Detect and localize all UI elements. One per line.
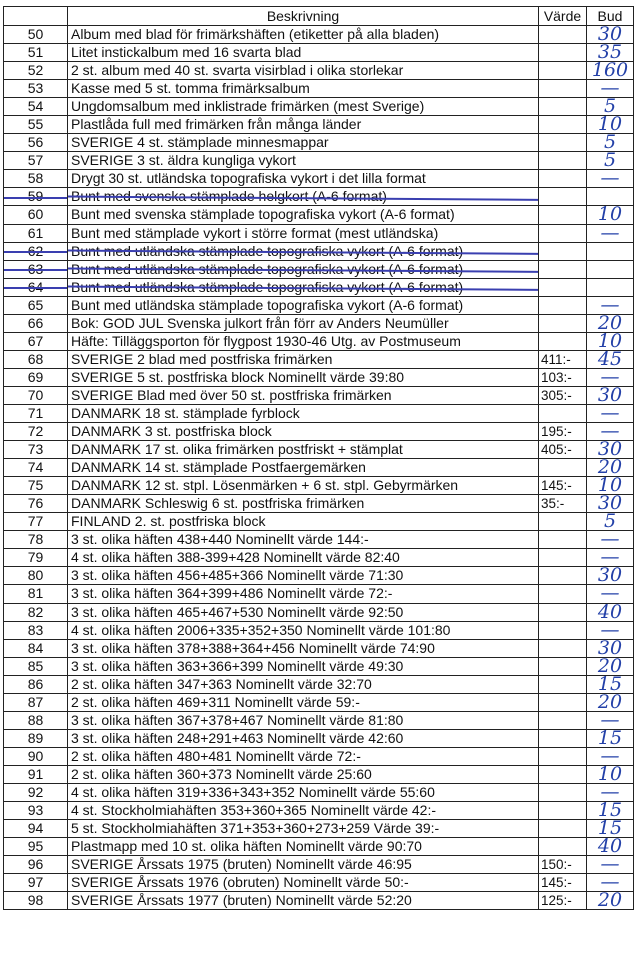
lot-number: 57 xyxy=(4,152,68,170)
lot-bid[interactable]: — xyxy=(587,296,634,314)
table-row xyxy=(4,278,634,296)
lot-description: SVERIGE 3 st. äldra kungliga vykort xyxy=(68,152,539,170)
lot-value xyxy=(539,549,587,567)
lot-bid[interactable]: 30 xyxy=(587,567,634,585)
header-value: Värde xyxy=(539,7,587,26)
lot-bid[interactable]: — xyxy=(587,423,634,441)
table-row xyxy=(4,459,634,477)
lot-number: 74 xyxy=(4,459,68,477)
table-row xyxy=(4,206,634,224)
lot-number: 54 xyxy=(4,98,68,116)
table-row xyxy=(4,585,634,603)
lot-description: SVERIGE 5 st. postfriska block Nominellt värde 39:80 xyxy=(68,368,539,386)
lot-description: 3 st. olika häften 465+467+530 Nominellt värde 92:50 xyxy=(68,603,539,621)
lot-description: SVERIGE Årssats 1977 (bruten) Nominellt värde 52:20 xyxy=(68,892,539,910)
lot-description: 3 st. olika häften 364+399+486 Nominellt värde 72:- xyxy=(68,585,539,603)
lot-bid[interactable]: 15 xyxy=(587,729,634,747)
table-row xyxy=(4,152,634,170)
lot-bid[interactable]: 10 xyxy=(587,332,634,350)
lot-bid[interactable]: — xyxy=(587,783,634,801)
lot-description: SVERIGE Årssats 1976 (obruten) Nominellt värde 50:- xyxy=(68,874,539,892)
lot-value xyxy=(539,314,587,332)
lot-description: 3 st. olika häften 248+291+463 Nominellt värde 42:60 xyxy=(68,729,539,747)
lot-value: 150:- xyxy=(539,856,587,874)
lot-value xyxy=(539,206,587,224)
lot-value xyxy=(539,675,587,693)
lot-value xyxy=(539,639,587,657)
lot-value: 145:- xyxy=(539,874,587,892)
lot-number: 76 xyxy=(4,495,68,513)
lot-number: 61 xyxy=(4,224,68,242)
lot-description: SVERIGE Blad med över 50 st. postfriska frimärken xyxy=(68,386,539,404)
table-row xyxy=(4,495,634,513)
lot-description: DANMARK 18 st. stämplade fyrblock xyxy=(68,404,539,422)
lot-bid[interactable]: 20 xyxy=(587,459,634,477)
table-row xyxy=(4,314,634,332)
table-row xyxy=(4,116,634,134)
lot-bid[interactable]: — xyxy=(587,585,634,603)
lot-value xyxy=(539,278,587,296)
table-row xyxy=(4,549,634,567)
lot-bid[interactable]: 10 xyxy=(587,116,634,134)
lot-bid[interactable]: 20 xyxy=(587,892,634,910)
lot-bid[interactable]: 30 xyxy=(587,441,634,459)
table-row xyxy=(4,242,634,260)
lot-value xyxy=(539,224,587,242)
lot-value xyxy=(539,531,587,549)
lot-number: 90 xyxy=(4,747,68,765)
table-row xyxy=(4,693,634,711)
lot-value xyxy=(539,98,587,116)
table-row xyxy=(4,567,634,585)
lot-number: 65 xyxy=(4,296,68,314)
lot-bid[interactable]: 160 xyxy=(587,62,634,80)
lot-bid[interactable]: 10 xyxy=(587,206,634,224)
lot-number: 64 xyxy=(4,278,68,296)
lot-number: 62 xyxy=(4,242,68,260)
lot-bid[interactable]: — xyxy=(587,549,634,567)
lot-number: 92 xyxy=(4,783,68,801)
lot-bid[interactable]: 10 xyxy=(587,765,634,783)
lot-value xyxy=(539,603,587,621)
lot-number: 69 xyxy=(4,368,68,386)
lot-rows xyxy=(4,26,634,910)
lot-number: 75 xyxy=(4,477,68,495)
lot-bid[interactable]: 5 xyxy=(587,134,634,152)
lot-number: 97 xyxy=(4,874,68,892)
lot-bid[interactable]: — xyxy=(587,170,634,188)
lot-number: 80 xyxy=(4,567,68,585)
lot-description: FINLAND 2. st. postfriska block xyxy=(68,513,539,531)
lot-bid[interactable]: 30 xyxy=(587,639,634,657)
lot-value: 195:- xyxy=(539,423,587,441)
lot-bid[interactable]: 30 xyxy=(587,26,634,44)
lot-value xyxy=(539,567,587,585)
table-row xyxy=(4,513,634,531)
table-row xyxy=(4,765,634,783)
lot-value xyxy=(539,783,587,801)
table-row xyxy=(4,531,634,549)
lot-bid[interactable]: — xyxy=(587,368,634,386)
lot-value xyxy=(539,332,587,350)
lot-number: 79 xyxy=(4,549,68,567)
lot-number: 89 xyxy=(4,729,68,747)
table-row xyxy=(4,657,634,675)
lot-bid[interactable]: 5 xyxy=(587,513,634,531)
lot-description: Ungdomsalbum med inklistrade frimärken (mest Sverige) xyxy=(68,98,539,116)
table-row xyxy=(4,477,634,495)
lot-description: 2 st. olika häften 480+481 Nominellt värde 72:- xyxy=(68,747,539,765)
lot-description: Album med blad för frimärkshäften (etiketter på alla bladen) xyxy=(68,26,539,44)
table-row xyxy=(4,603,634,621)
lot-bid[interactable]: 20 xyxy=(587,657,634,675)
lot-value xyxy=(539,747,587,765)
table-row xyxy=(4,134,634,152)
table-row xyxy=(4,892,634,910)
lot-value xyxy=(539,820,587,838)
lot-bid[interactable]: — xyxy=(587,224,634,242)
lot-number: 58 xyxy=(4,170,68,188)
lot-number: 95 xyxy=(4,838,68,856)
lot-description: DANMARK 3 st. postfriska block xyxy=(68,423,539,441)
lot-value xyxy=(539,26,587,44)
lot-value xyxy=(539,44,587,62)
lot-description: DANMARK 12 st. stpl. Lösenmärken + 6 st. stpl. Gebyrmärken xyxy=(68,477,539,495)
lot-number: 82 xyxy=(4,603,68,621)
lot-bid[interactable]: 20 xyxy=(587,693,634,711)
table-row xyxy=(4,838,634,856)
lot-number: 53 xyxy=(4,80,68,98)
lot-description: DANMARK 14 st. stämplade Postfaergemärken xyxy=(68,459,539,477)
lot-description: Bunt med svenska stämplade helgkort (A-6 format) xyxy=(68,188,539,206)
lot-number: 84 xyxy=(4,639,68,657)
lot-number: 59 xyxy=(4,188,68,206)
lot-number: 93 xyxy=(4,802,68,820)
lot-bid[interactable]: — xyxy=(587,711,634,729)
lot-value xyxy=(539,657,587,675)
lot-number: 72 xyxy=(4,423,68,441)
lot-value xyxy=(539,80,587,98)
lot-bid[interactable]: — xyxy=(587,80,634,98)
table-row xyxy=(4,188,634,206)
lot-bid[interactable] xyxy=(587,242,634,260)
lot-value xyxy=(539,711,587,729)
lot-number: 91 xyxy=(4,765,68,783)
lot-bid[interactable]: 20 xyxy=(587,314,634,332)
lot-number: 70 xyxy=(4,386,68,404)
lot-bid[interactable]: 5 xyxy=(587,98,634,116)
table-row xyxy=(4,368,634,386)
lot-number: 77 xyxy=(4,513,68,531)
lot-description: 4 st. olika häften 319+336+343+352 Nominellt värde 55:60 xyxy=(68,783,539,801)
lot-description: 3 st. olika häften 363+366+399 Nominellt värde 49:30 xyxy=(68,657,539,675)
lot-value xyxy=(539,188,587,206)
table-row xyxy=(4,441,634,459)
table-row xyxy=(4,747,634,765)
lot-number: 87 xyxy=(4,693,68,711)
lot-number: 78 xyxy=(4,531,68,549)
lot-value xyxy=(539,296,587,314)
lot-number: 55 xyxy=(4,116,68,134)
lot-description: 2 st. olika häften 360+373 Nominellt värde 25:60 xyxy=(68,765,539,783)
header-number xyxy=(4,7,68,26)
lot-number: 71 xyxy=(4,404,68,422)
lot-value xyxy=(539,693,587,711)
table-row xyxy=(4,856,634,874)
table-row xyxy=(4,224,634,242)
lot-description: Bunt med utländska stämplade topografiska vykort (A-6 format) xyxy=(68,278,539,296)
table-row xyxy=(4,802,634,820)
lot-number: 51 xyxy=(4,44,68,62)
lot-description: 4 st. olika häften 388-399+428 Nominellt värde 82:40 xyxy=(68,549,539,567)
lot-description: Litet instickalbum med 16 svarta blad xyxy=(68,44,539,62)
lot-bid[interactable]: 35 xyxy=(587,44,634,62)
lot-number: 85 xyxy=(4,657,68,675)
lot-bid[interactable] xyxy=(587,188,634,206)
lot-description: Kasse med 5 st. tomma frimärksalbum xyxy=(68,80,539,98)
lot-bid[interactable]: 10 xyxy=(587,477,634,495)
lot-value xyxy=(539,260,587,278)
lot-description: DANMARK 17 st. olika frimärken postfriskt + stämplat xyxy=(68,441,539,459)
lot-number: 60 xyxy=(4,206,68,224)
lot-bid[interactable]: — xyxy=(587,404,634,422)
lot-value xyxy=(539,62,587,80)
lot-value xyxy=(539,170,587,188)
lot-bid[interactable]: 45 xyxy=(587,350,634,368)
lot-description: 2 st. album med 40 st. svarta visirblad i olika storlekar xyxy=(68,62,539,80)
lot-description: Bunt med utländska stämplade topografiska vykort (A-6 format) xyxy=(68,260,539,278)
lot-bid[interactable]: 15 xyxy=(587,802,634,820)
header-row xyxy=(4,7,634,26)
table-row xyxy=(4,386,634,404)
lot-number: 63 xyxy=(4,260,68,278)
table-row xyxy=(4,729,634,747)
lot-bid[interactable]: 40 xyxy=(587,838,634,856)
lot-value: 145:- xyxy=(539,477,587,495)
lot-description: SVERIGE Årssats 1975 (bruten) Nominellt värde 46:95 xyxy=(68,856,539,874)
table-row xyxy=(4,423,634,441)
lot-description: 3 st. olika häften 378+388+364+456 Nominellt värde 74:90 xyxy=(68,639,539,657)
lot-number: 86 xyxy=(4,675,68,693)
lot-description: 3 st. olika häften 456+485+366 Nominellt värde 71:30 xyxy=(68,567,539,585)
lot-bid[interactable]: 15 xyxy=(587,820,634,838)
lot-bid[interactable]: 30 xyxy=(587,495,634,513)
lot-number: 81 xyxy=(4,585,68,603)
table-row xyxy=(4,296,634,314)
lot-number: 83 xyxy=(4,621,68,639)
lot-value: 35:- xyxy=(539,495,587,513)
lot-description: 5 st. Stockholmiahäften 371+353+360+273+259 Värde 39:- xyxy=(68,820,539,838)
lot-bid[interactable]: 30 xyxy=(587,386,634,404)
table-row xyxy=(4,675,634,693)
table-row xyxy=(4,874,634,892)
lot-description: Plastlåda full med frimärken från många länder xyxy=(68,116,539,134)
lot-value xyxy=(539,765,587,783)
table-row xyxy=(4,44,634,62)
lot-number: 98 xyxy=(4,892,68,910)
lot-description: 4 st. Stockholmiahäften 353+360+365 Nominellt värde 42:- xyxy=(68,802,539,820)
lot-value xyxy=(539,134,587,152)
header-bid: Bud xyxy=(587,7,634,26)
table-row xyxy=(4,98,634,116)
table-row xyxy=(4,350,634,368)
lot-bid[interactable]: — xyxy=(587,874,634,892)
lot-bid[interactable]: — xyxy=(587,531,634,549)
lot-value xyxy=(539,116,587,134)
lot-value xyxy=(539,802,587,820)
lot-description: DANMARK Schleswig 6 st. postfriska frimärken xyxy=(68,495,539,513)
lot-description: Bok: GOD JUL Svenska julkort från förr av Anders Neumüller xyxy=(68,314,539,332)
table-row xyxy=(4,260,634,278)
lot-value xyxy=(539,404,587,422)
lot-value xyxy=(539,838,587,856)
lot-bid[interactable]: — xyxy=(587,621,634,639)
table-row xyxy=(4,820,634,838)
table-row xyxy=(4,711,634,729)
lot-description: 3 st. olika häften 367+378+467 Nominellt värde 81:80 xyxy=(68,711,539,729)
table-row xyxy=(4,26,634,44)
lot-description: Bunt med utländska stämplade topografiska vykort (A-6 format) xyxy=(68,242,539,260)
lot-description: 3 st. olika häften 438+440 Nominellt värde 144:- xyxy=(68,531,539,549)
lot-value: 305:- xyxy=(539,386,587,404)
lot-bid[interactable]: 5 xyxy=(587,152,634,170)
lot-value xyxy=(539,585,587,603)
lot-number: 73 xyxy=(4,441,68,459)
table-row xyxy=(4,621,634,639)
lot-description: 4 st. olika häften 2006+335+352+350 Nominellt värde 101:80 xyxy=(68,621,539,639)
table-row xyxy=(4,332,634,350)
lot-value: 125:- xyxy=(539,892,587,910)
table-row xyxy=(4,170,634,188)
lot-value xyxy=(539,513,587,531)
lot-number: 94 xyxy=(4,820,68,838)
lot-number: 56 xyxy=(4,134,68,152)
lot-description: Bunt med svenska stämplade topografiska vykort (A-6 format) xyxy=(68,206,539,224)
lot-description: Häfte: Tilläggsporton för flygpost 1930-46 Utg. av Postmuseum xyxy=(68,332,539,350)
lot-description: SVERIGE 2 blad med postfriska frimärken xyxy=(68,350,539,368)
lot-bid[interactable] xyxy=(587,260,634,278)
lot-value xyxy=(539,621,587,639)
lot-number: 50 xyxy=(4,26,68,44)
lot-bid[interactable]: — xyxy=(587,747,634,765)
table-row xyxy=(4,639,634,657)
lot-description: Drygt 30 st. utländska topografiska vykort i det lilla format xyxy=(68,170,539,188)
lot-bid[interactable]: — xyxy=(587,856,634,874)
lot-value xyxy=(539,459,587,477)
lot-number: 88 xyxy=(4,711,68,729)
table-row xyxy=(4,62,634,80)
table-row xyxy=(4,404,634,422)
lot-value xyxy=(539,152,587,170)
header-description: Beskrivning xyxy=(68,7,539,26)
lot-bid[interactable]: 15 xyxy=(587,675,634,693)
lot-description: Bunt med stämplade vykort i större format (mest utländska) xyxy=(68,224,539,242)
lot-bid[interactable] xyxy=(587,278,634,296)
lot-bid[interactable]: 40 xyxy=(587,603,634,621)
lot-number: 67 xyxy=(4,332,68,350)
lot-description: 2 st. olika häften 347+363 Nominellt värde 32:70 xyxy=(68,675,539,693)
lot-value: 405:- xyxy=(539,441,587,459)
lot-number: 96 xyxy=(4,856,68,874)
lot-number: 68 xyxy=(4,350,68,368)
lot-description: SVERIGE 4 st. stämplade minnesmappar xyxy=(68,134,539,152)
lot-description: Bunt med utländska stämplade topografiska vykort (A-6 format) xyxy=(68,296,539,314)
lot-description: 2 st. olika häften 469+311 Nominellt värde 59:- xyxy=(68,693,539,711)
auction-lot-table xyxy=(3,6,634,910)
lot-value: 411:- xyxy=(539,350,587,368)
table-row xyxy=(4,80,634,98)
lot-description: Plastmapp med 10 st. olika häften Nominellt värde 90:70 xyxy=(68,838,539,856)
table-row xyxy=(4,783,634,801)
lot-value xyxy=(539,729,587,747)
lot-value xyxy=(539,242,587,260)
lot-value: 103:- xyxy=(539,368,587,386)
lot-number: 52 xyxy=(4,62,68,80)
lot-number: 66 xyxy=(4,314,68,332)
